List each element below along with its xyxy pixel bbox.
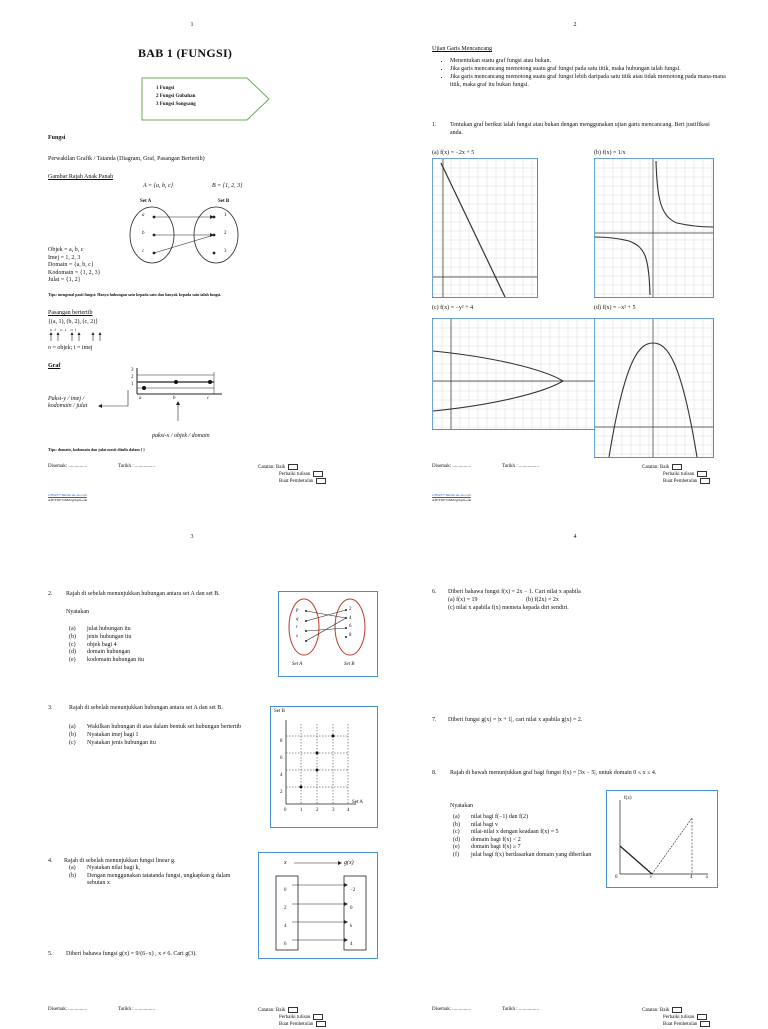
q5-text: Diberi bahawa fungsi g(x) = 9/(6−x) , x ≠ 6. Cari g(3). <box>66 951 197 957</box>
x-tick: 3 <box>332 808 335 813</box>
footer-semak: Disemak: ............... <box>432 464 472 469</box>
set-item: 8 <box>349 632 352 638</box>
q8-number: 8. <box>432 770 437 776</box>
graph-d-parabola <box>594 318 714 458</box>
page-number: 3 <box>190 534 194 540</box>
vertical-line-test-heading: Ujian Garis Mencancang <box>432 46 492 52</box>
set-b-item: 1 <box>224 213 227 218</box>
q6-part-a: (a) f(x) = 19 <box>448 597 478 603</box>
checkbox-baik[interactable] <box>672 1007 682 1013</box>
page-2 <box>384 0 768 512</box>
checkbox-baik[interactable] <box>288 464 298 470</box>
q2-set-a-items <box>296 607 299 641</box>
representation-line: Perwakilan Grafik / Tatanda (Diagram, Graf, Pasangan Bertertib) <box>48 156 205 162</box>
x-tick: b <box>173 396 176 401</box>
checkbox-pembetulan[interactable] <box>316 1021 326 1027</box>
set-item: s <box>296 633 298 639</box>
ordered-pairs: {(a, 1), (b, 2), (c, 2)} <box>48 319 99 325</box>
q4-head-x: x <box>284 860 287 866</box>
page-1 <box>0 0 384 512</box>
map-value: 2 <box>284 906 287 911</box>
pairs-legend: o = objek; i = imej <box>48 345 93 351</box>
footer-catatan: Catatan: Baik <box>642 1007 682 1015</box>
q2-part: (c) objek bagi 4 <box>69 641 117 648</box>
checkbox-perbaiki[interactable] <box>313 1014 323 1020</box>
q2-part: (a) julat hubungan itu <box>69 626 131 632</box>
set-item: 2 <box>349 607 352 612</box>
q8-parts <box>453 814 603 859</box>
q4-text: Rajah di sebelah menunjukkan fungsi linear g. <box>64 858 176 864</box>
q2-set-b-label: Set B <box>344 662 355 667</box>
q2-number: 2. <box>48 591 53 597</box>
q2-text: Rajah di sebelah menunjukkan hubungan antara set A dan set B. <box>66 591 220 597</box>
graph-c-sideways-parabola <box>432 318 596 430</box>
footer-tarikh: Tarikh : ................ <box>502 1007 539 1012</box>
q8-part: (a) nilai bagi f(−1) dan f(2) <box>453 814 529 820</box>
q3-text: Rajah di sebelah menunjukkan hubungan antara set A dan set B. <box>69 705 223 711</box>
y-tick: 2 <box>131 375 134 380</box>
x-axis-description: paksi-x / objek / domain <box>152 433 210 439</box>
q4-part: (b) Dengan menggunakan tatatanda fungsi, ungkapkan g dalam sebutan x <box>69 872 231 886</box>
footer-buat: Buat Pembetulan <box>663 1021 710 1029</box>
q8-text: Rajah di bawah menunjukkan graf bagi fungsi f(x) = |3x − 5|, untuk domain 0 ≤ x ≤ 4. <box>450 770 657 776</box>
set-a-item: b <box>142 231 145 236</box>
y-axis-description: Paksi-y / imej / kodomain / julat <box>48 396 88 409</box>
checkbox-baik[interactable] <box>672 464 682 470</box>
arrow-diagram-heading: Gambar Rajah Anak Panah <box>48 174 114 180</box>
y-axis-pointer-arrow <box>98 388 138 410</box>
toc-list <box>156 85 196 109</box>
question-text: Tentukan graf berikut ialah fungsi atau bukan dengan menggunakan ujian garis mencancang. Beri justifikasi anda. <box>450 122 710 137</box>
q4-head-gx: g(x) <box>344 860 354 866</box>
footer-buat: Buat Pembetulan <box>279 478 326 486</box>
facts-list <box>48 247 100 285</box>
ordered-pair-graph <box>130 368 225 400</box>
q8-graph-y-label: f(x) <box>624 796 632 801</box>
q7-number: 7. <box>432 717 437 723</box>
q3-relation-graph <box>282 716 360 816</box>
set-b-definition: B = {1, 2, 3} <box>212 183 243 189</box>
q3-y-label: Set B <box>274 709 285 714</box>
footer-catatan: Catatan: Baik <box>642 464 682 472</box>
fact-domain: Domain = {a, b, c} <box>48 262 94 268</box>
footer-semak: Disemak: ............... <box>48 1007 88 1012</box>
tip-function: Tips: mengenal pasti fungsi: Hanya hubungan satu kepada satu dan banyak kepada satu ialah fungsi. <box>48 292 222 297</box>
footer-perbaiki: Perbaiki tulisan <box>663 1014 707 1022</box>
set-a-label: Set A <box>140 199 152 204</box>
set-item: 4 <box>349 615 352 621</box>
q3-y-ticks <box>280 733 283 801</box>
checkbox-perbaiki[interactable] <box>697 471 707 477</box>
x-tick: 4 <box>347 808 350 813</box>
q5-number: 5. <box>48 951 53 957</box>
set-item: r <box>296 625 298 630</box>
checkbox-perbaiki[interactable] <box>697 1014 707 1020</box>
y-tick: 6 <box>280 756 283 761</box>
q8-graph-x-label: x <box>706 875 709 880</box>
checkbox-perbaiki[interactable] <box>313 471 323 477</box>
q8-part: (f) julat bagi f(x) berdasarkan domain yang diberikan <box>453 851 592 858</box>
q8-tick-4: 4 <box>690 875 693 880</box>
q2-parts <box>69 626 144 665</box>
footer-code: ATE3387720832@kpm.edu <box>432 498 472 502</box>
footer-tarikh: Tarikh : ................ <box>118 464 155 469</box>
checkbox-pembetulan[interactable] <box>700 478 710 484</box>
checkbox-pembetulan[interactable] <box>700 1021 710 1027</box>
q8-tick-0: 0 <box>615 875 618 880</box>
x-axis-pointer-arrow <box>175 401 185 423</box>
ordered-pairs-heading: Pasangan bertertib <box>48 310 93 316</box>
chapter-title: BAB 1 (FUNGSI) <box>138 46 233 60</box>
q6-text: Diberi bahawa fungsi f(x) = 2x − 1. Cari nilai x apabila <box>448 589 581 595</box>
graph-label-b: (b) f(x) = 1/x <box>594 150 626 156</box>
pairs-arrows <box>48 332 118 342</box>
graph-a-linear <box>432 158 538 298</box>
y-tick: 2 <box>280 790 283 795</box>
map-value: 4 <box>350 942 353 947</box>
q2-part: (d) domain hubungan <box>69 649 131 656</box>
q8-part: (b) nilai bagi v <box>453 821 498 828</box>
q2-nyatakan: Nyatakan <box>66 609 89 615</box>
set-a-item: a <box>142 213 145 218</box>
map-value: −2 <box>350 888 356 893</box>
q2-set-b-items <box>349 606 352 640</box>
x-tick: 2 <box>316 808 319 813</box>
fact-imej: Imej = 1, 2, 3 <box>48 254 81 261</box>
map-value: 6 <box>284 942 287 947</box>
graph-y-ticks <box>131 367 134 388</box>
q4-number: 4. <box>48 858 53 864</box>
y-tick: 4 <box>280 773 283 778</box>
q2-part: (e) kodomain hubungan itu <box>69 657 144 664</box>
fact-objek: Objek = a, b, c <box>48 247 84 253</box>
q2-part: (b) jenis hubungan itu <box>69 633 132 640</box>
page-4 <box>384 512 768 1028</box>
footer-semak: Disemak: ............... <box>432 1007 472 1012</box>
question-number: 1. <box>432 122 437 128</box>
bullet-item: • Jika garis mencancang memotong suatu graf fungsi pada satu titik, maka hubungan ialah fungsi. <box>450 65 728 73</box>
set-item: p <box>296 608 299 613</box>
pairs-object-image-marks: o i o i o i <box>50 327 77 332</box>
map-value: 4 <box>284 924 287 929</box>
q4-right-values <box>350 882 355 954</box>
fact-kodomain: Kodomain = {1, 2, 3} <box>48 269 101 276</box>
footer-code: ATE3387720832@kpm.edu <box>48 498 88 502</box>
footer-link[interactable]: e78023776#emr-ek-ok.com <box>48 493 87 497</box>
fact-julat: Julat = {1, 2} <box>48 277 81 283</box>
footer-buat: Buat Pembetulan <box>279 1021 326 1029</box>
q8-part: (d) domain bagi f(x) < 2 <box>453 836 521 843</box>
y-tick: 3 <box>131 368 134 373</box>
arrow-diagram <box>128 205 248 270</box>
graph-label-a: (a) f(x) = −2x + 5 <box>432 150 475 156</box>
page-number: 4 <box>573 534 577 540</box>
footer-tarikh: Tarikh : ................ <box>502 464 539 469</box>
footer-link[interactable]: e78023776#emr-ek-ok.com <box>432 493 471 497</box>
q4-part: (a) Nyatakan nilai bagi k, <box>69 865 140 871</box>
footer-perbaiki: Perbaiki tulisan <box>663 471 707 479</box>
q3-parts <box>69 724 269 747</box>
q8-nyatakan: Nyatakan <box>450 803 473 809</box>
page-number: 2 <box>573 22 577 28</box>
q7-text: Diberi fungsi g(x) = |x + 1|, cari nilai x apabila g(x) = 2. <box>448 717 583 723</box>
set-a-item: c <box>142 249 145 254</box>
bullet-item: • Jika garis mencancang memotong suatu graf fungsi lebih daripada satu titik atau tidak memotong pada mana-mana titik, maka graf itu bukan fungsi. <box>450 73 728 89</box>
bullet-list <box>438 57 728 89</box>
footer-buat: Buat Pembetulan <box>663 478 710 486</box>
footer-tarikh: Tarikh : ................ <box>118 1007 155 1012</box>
q6-part-b: (b) f(2x) = 2x <box>526 597 559 603</box>
x-tick: 1 <box>300 808 303 813</box>
q3-part: (a) Wakilkan hubungan di atas dalam bentuk set hubungan bertertib <box>69 724 242 730</box>
page-3 <box>0 512 384 1028</box>
set-b-item: 2 <box>224 231 227 236</box>
graph-label-c: (c) f(x) = −y² + 4 <box>432 305 474 311</box>
footer-catatan: Catatan: Baik <box>258 464 298 472</box>
q4-parts <box>69 865 239 888</box>
graph-label-d: (d) f(x) = −x² + 5 <box>594 305 636 311</box>
footer-catatan: Catatan: Baik <box>258 1007 298 1015</box>
q2-set-a-label: Set A <box>292 662 303 667</box>
checkbox-pembetulan[interactable] <box>316 478 326 484</box>
bullet-item: • Menentukan suatu graf fungsi atau bukan. <box>450 57 728 65</box>
section-title: Fungsi <box>48 135 66 141</box>
q8-absolute-value-graph <box>614 798 710 880</box>
q3-number: 3. <box>48 705 53 711</box>
q6-number: 6. <box>432 589 437 595</box>
y-tick: 1 <box>131 382 134 387</box>
q8-tick-v: v <box>650 875 653 880</box>
q8-part: (e) domain bagi f(x) ≥ 7 <box>453 844 521 850</box>
graph-b-reciprocal <box>594 158 714 298</box>
map-value: 0 <box>284 888 287 893</box>
set-item: 6 <box>349 624 352 629</box>
q4-left-values <box>284 882 287 954</box>
q3-x-label: Set A <box>352 800 363 805</box>
x-tick: c <box>207 396 210 401</box>
q3-part: (c) Nyatakan jenis hubungan itu <box>69 739 156 746</box>
footer-perbaiki: Perbaiki tulisan <box>279 1014 323 1022</box>
toc-item: 2 Fungsi Gubahan <box>156 94 196 99</box>
y-tick: 8 <box>280 739 283 744</box>
graph-heading: Graf <box>48 363 61 369</box>
q3-part: (b) Nyatakan imej bagi 1 <box>69 731 139 738</box>
toc-item: 1 Fungsi <box>156 86 175 91</box>
set-b-item: 3 <box>224 249 227 254</box>
footer-semak: Disemak: ............... <box>48 464 88 469</box>
page-number: 1 <box>190 22 194 28</box>
set-b-label: Set B <box>218 199 230 204</box>
checkbox-baik[interactable] <box>288 1007 298 1013</box>
tip-brackets: Tips: domain, kodomain dan julat mesti ditulis dalam { } <box>48 447 145 452</box>
x-tick: 0 <box>284 808 287 813</box>
footer-perbaiki: Perbaiki tulisan <box>279 471 323 479</box>
set-a-definition: A = {a, b, c} <box>143 183 174 189</box>
set-item: q <box>296 616 299 622</box>
map-value: k <box>350 924 353 929</box>
x-tick: a <box>139 396 142 401</box>
map-value: 0 <box>350 906 353 911</box>
toc-item: 3 Fungsi Songsang <box>156 102 196 107</box>
q6-part-c: (c) nilai x apabila f(x) memeta kepada diri sendiri. <box>448 605 569 611</box>
q8-part: (c) nilai-nilai x dengan keadaan f(x) = 5 <box>453 829 559 835</box>
